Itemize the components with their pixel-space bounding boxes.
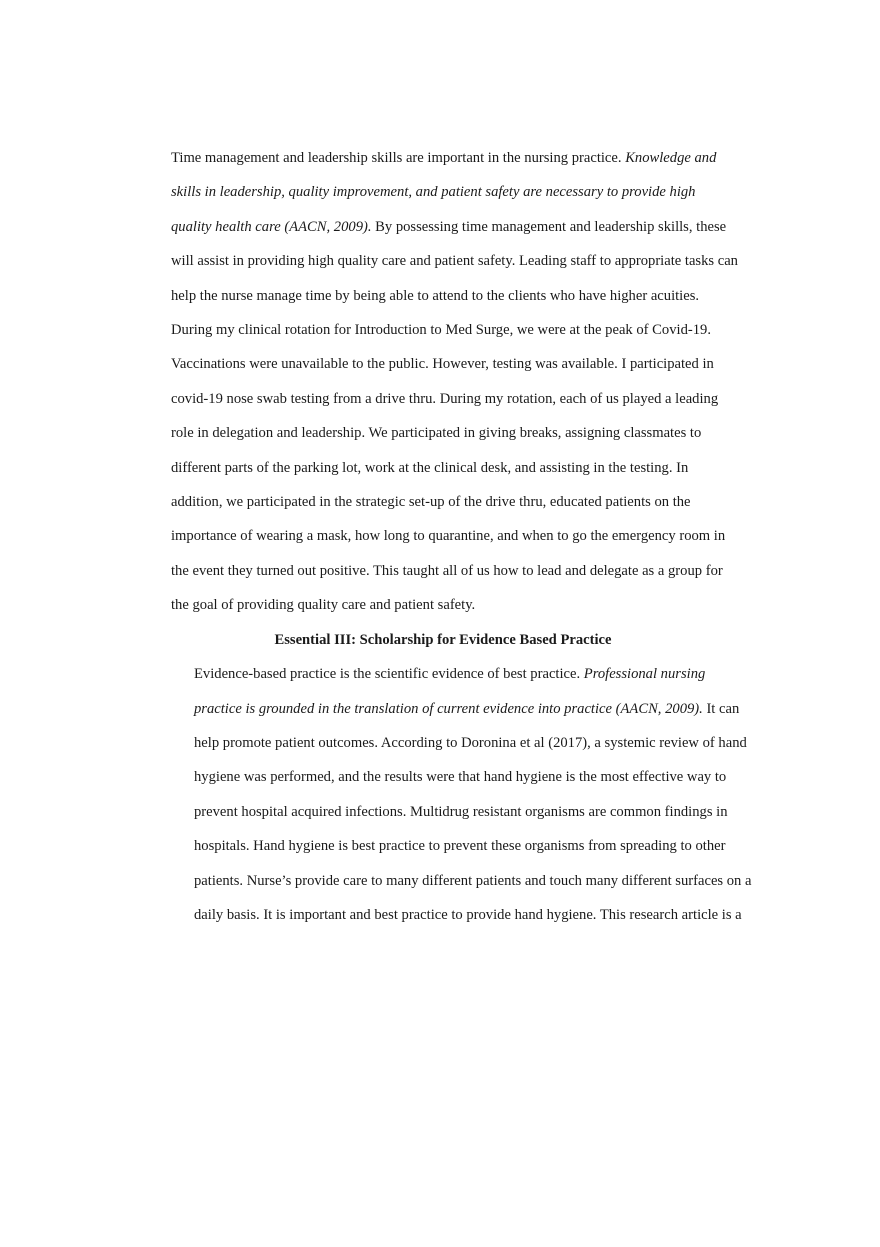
italic-text-run: skills in leadership, quality improvement, and patient safety are necessary to provide high <box>171 184 696 201</box>
text-run: By possessing time management and leadership skills, these <box>371 218 727 235</box>
paragraph-time-management <box>148 141 738 313</box>
text-line: hygiene was performed, and the results were that hand hygiene is the most effective way to <box>194 769 727 786</box>
paragraph-clinical-rotation <box>148 313 738 623</box>
text-line: daily basis. It is important and best practice to provide hand hygiene. This research article is a <box>194 906 742 923</box>
paragraph-evidence-based-practice <box>148 657 752 932</box>
section-heading: Essential III: Scholarship for Evidence Based Practice <box>274 631 612 648</box>
text-line: During my clinical rotation for Introduction to Med Surge, we were at the peak of Covid-19. <box>171 322 711 339</box>
text-line: will assist in providing high quality care and patient safety. Leading staff to appropriate tasks can <box>171 253 738 270</box>
text-line <box>148 210 738 244</box>
text-line: help the nurse manage time by being able to attend to the clients who have higher acuities. <box>171 287 700 304</box>
italic-text-run: Knowledge and <box>625 150 717 166</box>
document-body <box>148 141 752 932</box>
text-line: the event they turned out positive. This taught all of us how to lead and delegate as a group for <box>171 562 723 579</box>
text-line: covid-19 nose swab testing from a drive thru. During my rotation, each of us played a leading <box>171 390 719 407</box>
text-line: addition, we participated in the strategic set-up of the drive thru, educated patients on the <box>171 494 691 511</box>
text-line: prevent hospital acquired infections. Multidrug resistant organisms are common findings in <box>194 803 728 820</box>
text-line <box>148 657 738 691</box>
text-line <box>148 175 738 209</box>
text-line <box>148 141 738 175</box>
text-line: patients. Nurse’s provide care to many different patients and touch many different surfaces on a <box>194 872 752 889</box>
italic-text-run: practice is grounded in the translation of current evidence into practice (AACN, 2009). <box>194 700 703 717</box>
text-line: Vaccinations were unavailable to the public. However, testing was available. I participated in <box>171 356 714 373</box>
text-line: the goal of providing quality care and patient safety. <box>171 597 476 614</box>
text-line: hospitals. Hand hygiene is best practice to prevent these organisms from spreading to other <box>194 838 726 855</box>
text-line <box>148 692 738 726</box>
text-run: Time management and leadership skills are important in the nursing practice. <box>171 150 626 166</box>
italic-text-run: Professional nursing <box>583 666 706 683</box>
text-line: importance of wearing a mask, how long to quarantine, and when to go the emergency room in <box>171 528 726 545</box>
text-line: help promote patient outcomes. According to Doronina et al (2017), a systemic review of hand <box>194 734 747 751</box>
text-line: different parts of the parking lot, work at the clinical desk, and assisting in the testing. In <box>171 459 689 476</box>
italic-text-run: quality health care (AACN, 2009). <box>171 218 372 235</box>
text-line: role in delegation and leadership. We participated in giving breaks, assigning classmates to <box>171 425 702 442</box>
text-run: It can <box>702 700 740 717</box>
text-run: Evidence-based practice is the scientific evidence of best practice. <box>194 666 584 683</box>
